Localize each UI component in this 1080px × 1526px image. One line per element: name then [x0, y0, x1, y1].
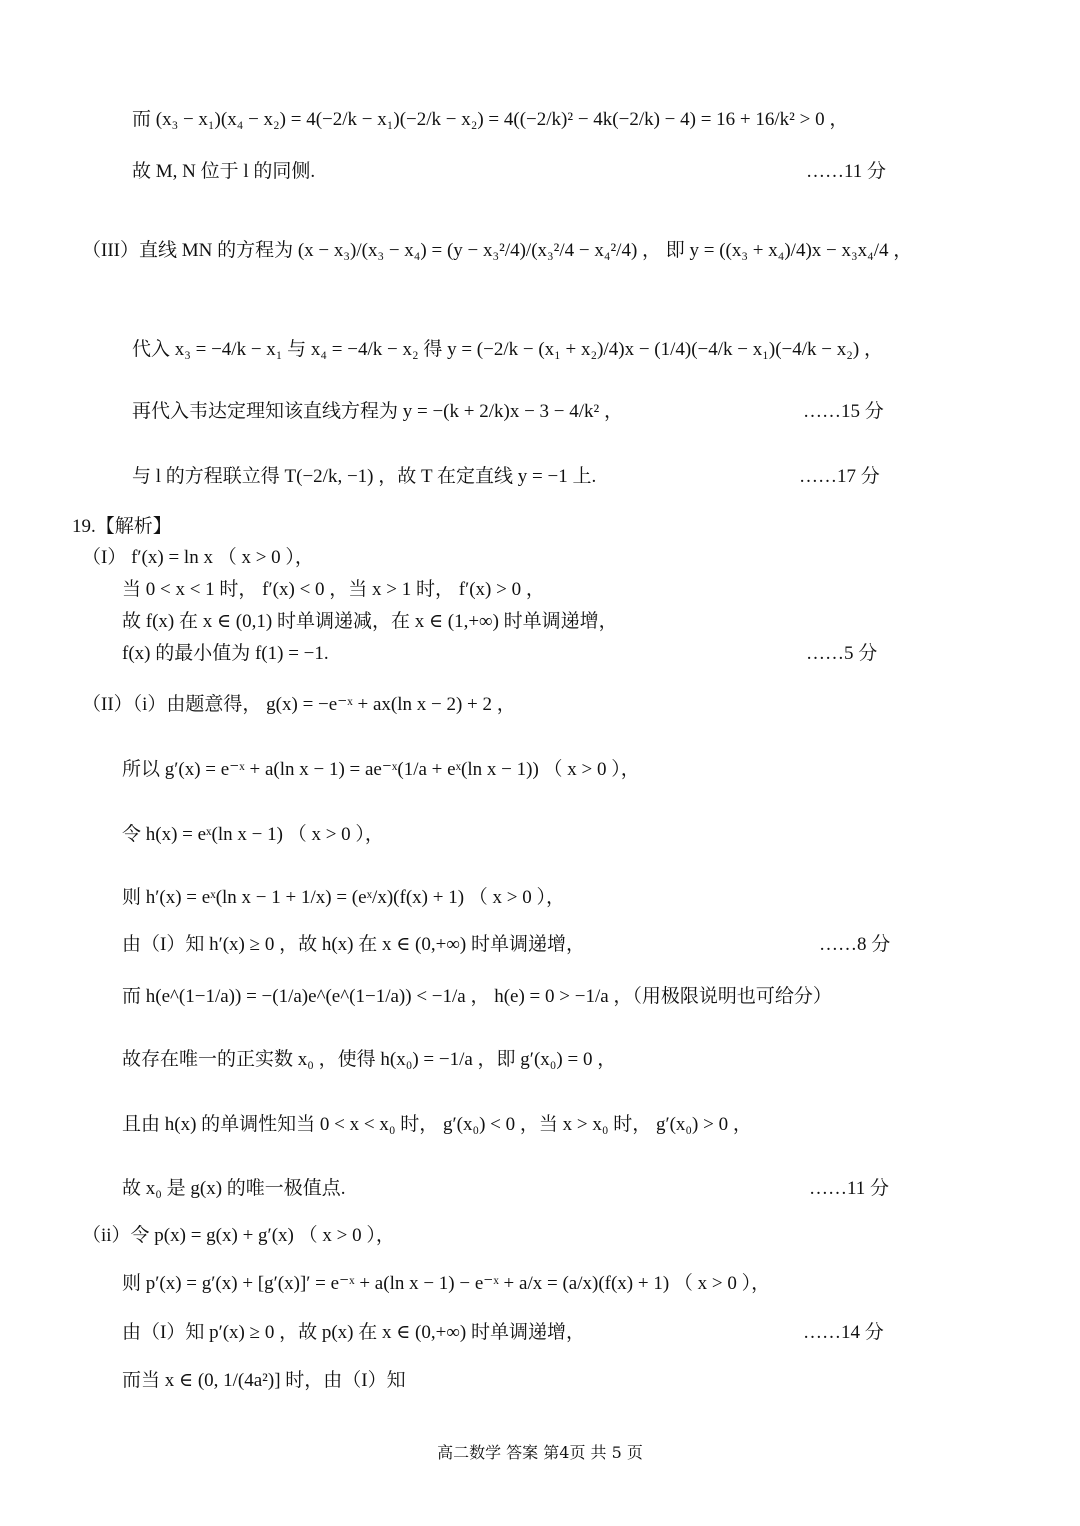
solution-line: [0, 1370, 1080, 1391]
solution-text: 由（I）知 p′(x) ≥ 0 ，故 p(x) 在 x ∈ (0,+∞) 时单调递增，: [122, 1322, 585, 1343]
solution-text: 所以 g′(x) = e⁻ˣ + a(ln x − 1) = ae⁻ˣ(1/a + eˣ(ln x − 1)) （ x > 0 ），: [122, 759, 640, 780]
solution-line: [0, 240, 1080, 261]
solution-line: [0, 611, 1080, 632]
score-marker: ……14 分: [803, 1322, 884, 1343]
solution-text: （III）直线 MN 的方程为 (x − x₃)/(x₃ − x₄) = (y − x₃²/4)/(x₃²/4 − x₄²/4) ， 即 y = ((x₃ + x₄)/4)x − x₃x₄/4 ，: [82, 240, 913, 261]
solution-text: 与 l 的方程联立得 T(−2/k, −1) ，故 T 在定直线 y = −1 上.: [132, 466, 597, 487]
solution-line: [0, 339, 1080, 360]
page-footer: 高二数学 答案 第4页 共 5 页: [437, 1443, 643, 1462]
solution-line: [0, 1049, 1080, 1070]
solution-line: [0, 887, 1080, 908]
solution-text: 故存在唯一的正实数 x₀ ，使得 h(x₀) = −1/a ，即 g′(x₀) = 0 ，: [122, 1049, 617, 1070]
solution-line: [0, 643, 1080, 664]
score-marker: ……11 分: [809, 1178, 890, 1199]
solution-line: [0, 466, 1080, 487]
solution-line: [0, 759, 1080, 780]
solution-line: [0, 1225, 1080, 1246]
solution-line: [0, 109, 1080, 130]
solution-line: [0, 1114, 1080, 1135]
solution-text: 令 h(x) = eˣ(ln x − 1) （ x > 0 ），: [122, 824, 384, 845]
solution-line: [0, 1178, 1080, 1199]
score-marker: ……11 分: [806, 161, 887, 182]
score-marker: ……5 分: [806, 643, 878, 664]
score-marker: ……8 分: [819, 934, 891, 955]
score-marker: ……15 分: [803, 401, 884, 422]
solution-line: [0, 1273, 1080, 1294]
solution-line: [0, 516, 1080, 537]
solution-line: [0, 401, 1080, 422]
solution-text: （ii）令 p(x) = g(x) + g′(x) （ x > 0 ），: [82, 1225, 395, 1246]
solution-text: 而当 x ∈ (0, 1/(4a²)] 时，由（I）知: [122, 1370, 406, 1391]
solution-text: 则 h′(x) = eˣ(ln x − 1 + 1/x) = (eˣ/x)(f(x) + 1) （ x > 0 ），: [122, 887, 565, 908]
solution-line: [0, 694, 1080, 715]
solution-text: 则 p′(x) = g′(x) + [g′(x)]′ = e⁻ˣ + a(ln x − 1) − e⁻ˣ + a/x = (a/x)(f(x) + 1) （ x > 0 ），: [122, 1273, 771, 1294]
solution-line: [0, 579, 1080, 600]
solution-line: [0, 986, 1080, 1007]
solution-text: 故 f(x) 在 x ∈ (0,1) 时单调递减，在 x ∈ (1,+∞) 时单调递增，: [122, 611, 618, 632]
solution-text: 代入 x₃ = −4/k − x₁ 与 x₄ = −4/k − x₂ 得 y = (−2/k − (x₁ + x₂)/4)x − (1/4)(−4/k − x₁)(−4/k − x₂) ，: [132, 339, 883, 360]
solution-text: 而 (x₃ − x₁)(x₄ − x₂) = 4(−2/k − x₁)(−2/k − x₂) = 4((−2/k)² − 4k(−2/k) − 4) = 16 + 16/k² > 0 ，: [132, 109, 849, 130]
solution-line: [0, 934, 1080, 955]
score-marker: ……17 分: [799, 466, 880, 487]
solution-line: [0, 547, 1080, 568]
solution-text: 由（I）知 h′(x) ≥ 0 ，故 h(x) 在 x ∈ (0,+∞) 时单调递增，: [122, 934, 585, 955]
solution-text: （II）（i）由题意得， g(x) = −e⁻ˣ + ax(ln x − 2) + 2 ，: [82, 694, 516, 715]
solution-text: 故 x₀ 是 g(x) 的唯一极值点.: [122, 1178, 346, 1199]
solution-line: [0, 1322, 1080, 1343]
solution-line: [0, 161, 1080, 182]
solution-text: f(x) 的最小值为 f(1) = −1.: [122, 643, 329, 664]
solution-text: 当 0 < x < 1 时， f′(x) < 0 ，当 x > 1 时， f′(x) > 0 ，: [122, 579, 545, 600]
solution-text: （I） f′(x) = ln x （ x > 0 ），: [82, 547, 314, 568]
solution-text: 故 M, N 位于 l 的同侧.: [132, 161, 316, 182]
solution-text: 而 h(e^(1−1/a)) = −(1/a)e^(e^(1−1/a)) < −1/a ， h(e) = 0 > −1/a ，（用极限说明也可给分）: [122, 986, 832, 1007]
solution-line: [0, 824, 1080, 845]
solution-text: 且由 h(x) 的单调性知当 0 < x < x₀ 时， g′(x₀) < 0 ，当 x > x₀ 时， g′(x₀) > 0 ，: [122, 1114, 752, 1135]
solution-text: 再代入韦达定理知该直线方程为 y = −(k + 2/k)x − 3 − 4/k² ，: [132, 401, 623, 422]
solution-text: 19.【解析】: [72, 516, 172, 537]
